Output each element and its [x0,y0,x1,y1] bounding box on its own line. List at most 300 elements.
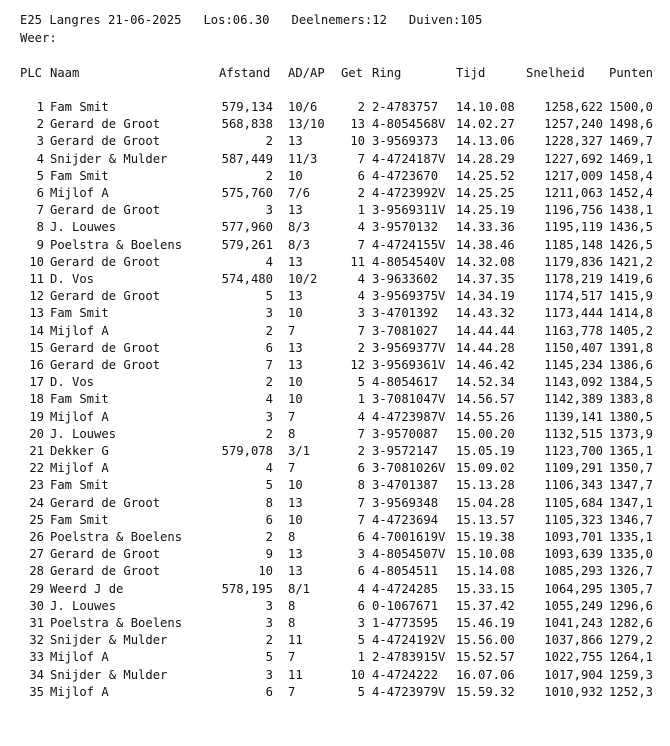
cell-tijd: 14.32.08 [456,254,515,269]
cell-ring: 4-7001619V [372,530,446,544]
cell-tijd: 15.10.08 [456,547,515,562]
cell-get: 7 [357,323,365,338]
cell-adap: 10 [288,478,303,493]
cell-plc: 35 [29,684,44,699]
cell-snelheid: 1178,219 [544,272,603,286]
col-tijd: Tijd [456,66,486,80]
cell-ring: 0-1067671 [372,598,439,613]
cell-snelheid: 1010,932 [544,684,603,699]
cell-get: 2 [357,444,365,458]
cell-adap: 7 [288,650,296,665]
cell-ring: 2-4783915V [372,650,446,665]
cell-afstand: 2 [265,323,273,338]
cell-adap: 3/1 [288,444,311,458]
cell-plc: 33 [29,650,44,665]
table-row [0,357,670,374]
table-row [0,632,670,649]
cell-tijd: 15.33.15 [456,581,515,596]
cell-adap: 8/3 [288,237,311,252]
cell-tijd: 14.43.32 [456,306,515,321]
cell-ring: 4-4724187V [372,151,446,166]
cell-naam: Fam Smit [50,306,109,321]
cell-tijd: 14.28.29 [456,151,515,166]
cell-tijd: 14.52.34 [456,375,515,390]
cell-naam: Weerd J de [50,581,124,596]
cell-naam: D. Vos [50,272,95,286]
cell-snelheid: 1228,327 [544,134,603,149]
cell-punten: 1415,9 [609,289,654,304]
cell-get: 7 [357,512,365,527]
cell-snelheid: 1185,148 [544,237,603,252]
cell-get: 1 [357,650,365,665]
cell-get: 6 [357,530,365,544]
cell-afstand: 2 [265,168,273,183]
cell-adap: 8 [288,530,296,544]
cell-tijd: 15.52.57 [456,650,515,665]
cell-afstand: 2 [265,375,273,390]
cell-plc: 25 [29,512,44,527]
cell-snelheid: 1123,700 [544,444,603,458]
cell-punten: 1469,1 [609,151,654,166]
cell-get: 10 [350,134,365,149]
cell-ring: 4-4724285 [372,581,439,596]
cell-afstand: 578,195 [221,581,273,596]
cell-adap: 13 [288,495,303,510]
cell-ring: 4-4723987V [372,409,446,424]
cell-snelheid: 1150,407 [544,340,603,355]
cell-plc: 7 [36,203,44,218]
cell-tijd: 14.34.19 [456,289,515,304]
cell-ring: 3-9569377V [372,340,446,355]
participants-count: Deelnemers:12 [291,13,387,27]
cell-punten: 1498,6 [609,117,654,132]
cell-afstand: 4 [265,392,273,407]
cell-ring: 4-4724222 [372,667,439,682]
cell-tijd: 15.04.28 [456,495,515,510]
cell-punten: 1391,8 [609,340,654,355]
cell-ring: 4-4723992V [372,186,446,200]
cell-adap: 13 [288,564,303,579]
cell-punten: 1426,5 [609,237,654,252]
cell-afstand: 579,261 [221,237,273,252]
cell-punten: 1458,4 [609,168,654,183]
cell-adap: 10/2 [288,272,318,286]
cell-get: 5 [357,375,365,390]
cell-naam: Gerard de Groot [50,358,161,372]
cell-adap: 7 [288,409,296,424]
cell-snelheid: 1037,866 [544,633,603,648]
table-row [0,237,670,254]
cell-plc: 32 [29,633,44,648]
cell-ring: 4-4724155V [372,237,446,252]
table-row [0,667,670,684]
cell-ring: 3-9569348 [372,495,439,510]
cell-ring: 3-9572147 [372,444,439,458]
weather-line: Weer: [20,31,57,45]
cell-tijd: 14.25.25 [456,186,515,200]
cell-afstand: 6 [265,512,273,527]
cell-ring: 3-9569311V [372,203,446,218]
pigeons-count: Duiven:105 [408,13,483,27]
cell-tijd: 14.25.19 [456,203,515,218]
cell-ring: 4-4724192V [372,633,446,648]
table-row [0,460,670,477]
cell-punten: 1384,5 [609,375,654,390]
cell-afstand: 2 [265,134,273,149]
table-row [0,495,670,512]
cell-get: 6 [357,168,365,183]
cell-snelheid: 1055,249 [544,598,603,613]
race-code: E25 [20,13,43,27]
cell-adap: 10 [288,168,303,183]
cell-get: 4 [357,289,365,304]
cell-afstand: 6 [265,340,273,355]
table-row [0,443,670,460]
cell-get: 5 [357,684,365,699]
table-row [0,305,670,322]
cell-snelheid: 1143,092 [544,375,603,390]
table-row [0,391,670,408]
table-row [0,512,670,529]
table-row [0,598,670,615]
table-row [0,151,670,168]
cell-plc: 14 [29,323,44,338]
table-row [0,649,670,666]
cell-get: 13 [350,117,365,132]
cell-plc: 16 [29,358,44,372]
cell-plc: 26 [29,530,44,544]
cell-tijd: 15.14.08 [456,564,515,579]
cell-adap: 8/1 [288,581,311,596]
cell-plc: 23 [29,478,44,493]
cell-tijd: 15.56.00 [456,633,515,648]
cell-get: 10 [350,667,365,682]
cell-get: 8 [357,478,365,493]
cell-snelheid: 1258,622 [544,100,603,114]
cell-ring: 3-9570087 [372,426,439,441]
cell-tijd: 15.37.42 [456,598,515,613]
cell-afstand: 574,480 [221,272,273,286]
cell-snelheid: 1132,515 [544,426,603,441]
cell-get: 2 [357,100,365,114]
cell-plc: 28 [29,564,44,579]
cell-snelheid: 1106,343 [544,478,603,493]
cell-punten: 1386,6 [609,358,654,372]
cell-adap: 13 [288,358,303,372]
cell-ring: 3-9570132 [372,220,439,235]
cell-tijd: 14.02.27 [456,117,515,132]
cell-plc: 24 [29,495,44,510]
cell-naam: J. Louwes [50,220,117,235]
cell-get: 7 [357,237,365,252]
cell-naam: Gerard de Groot [50,134,161,149]
cell-ring: 3-7081026V [372,461,446,476]
cell-naam: Gerard de Groot [50,547,161,562]
cell-get: 6 [357,461,365,476]
col-naam: Naam [50,66,80,80]
cell-naam: D. Vos [50,375,95,390]
cell-naam: Gerard de Groot [50,340,161,355]
cell-adap: 11 [288,633,303,648]
cell-plc: 9 [36,237,44,252]
cell-naam: Poelstra & Boelens [50,530,183,544]
cell-punten: 1436,5 [609,220,654,235]
table-row [0,271,670,288]
cell-adap: 13 [288,289,303,304]
cell-naam: Snijder & Mulder [50,667,168,682]
cell-get: 6 [357,598,365,613]
cell-naam: Gerard de Groot [50,117,161,132]
cell-afstand: 3 [265,616,273,630]
cell-punten: 1335,1 [609,530,654,544]
race-location-date: Langres 21-06-2025 [49,13,182,27]
cell-snelheid: 1142,389 [544,392,603,407]
cell-naam: Fam Smit [50,392,109,407]
col-plc: PLC [20,66,43,80]
cell-plc: 17 [29,375,44,390]
cell-punten: 1438,1 [609,203,654,218]
table-row [0,185,670,202]
cell-tijd: 14.46.42 [456,358,515,372]
cell-afstand: 5 [265,650,273,665]
cell-tijd: 14.44.44 [456,323,515,338]
cell-punten: 1373,9 [609,426,654,441]
table-row [0,546,670,563]
cell-naam: Fam Smit [50,168,109,183]
cell-tijd: 15.46.19 [456,616,515,630]
cell-plc: 12 [29,289,44,304]
cell-snelheid: 1211,063 [544,186,603,200]
cell-plc: 2 [36,117,44,132]
cell-naam: Mijlof A [50,409,109,424]
cell-adap: 13 [288,134,303,149]
cell-snelheid: 1105,323 [544,512,603,527]
cell-adap: 10 [288,375,303,390]
cell-snelheid: 1257,240 [544,117,603,132]
cell-adap: 10 [288,392,303,407]
cell-afstand: 6 [265,684,273,699]
cell-snelheid: 1064,295 [544,581,603,596]
cell-naam: Gerard de Groot [50,289,161,304]
cell-afstand: 3 [265,306,273,321]
cell-ring: 4-8054540V [372,254,446,269]
cell-afstand: 7 [265,358,273,372]
cell-punten: 1421,2 [609,254,654,269]
col-punten: Punten [609,66,654,80]
cell-adap: 7 [288,323,296,338]
cell-plc: 11 [29,272,44,286]
cell-tijd: 14.55.26 [456,409,515,424]
cell-snelheid: 1017,904 [544,667,603,682]
cell-punten: 1264,1 [609,650,654,665]
cell-tijd: 14.13.06 [456,134,515,149]
cell-ring: 2-4783757 [372,100,439,114]
col-get: Get [341,66,364,80]
cell-punten: 1305,7 [609,581,654,596]
table-row [0,409,670,426]
cell-afstand: 3 [265,203,273,218]
column-header-row [0,65,670,82]
cell-naam: Mijlof A [50,650,109,665]
cell-get: 5 [357,633,365,648]
cell-afstand: 5 [265,289,273,304]
cell-punten: 1500,0 [609,100,654,114]
cell-afstand: 3 [265,667,273,682]
cell-punten: 1296,6 [609,598,654,613]
cell-punten: 1347,1 [609,495,654,510]
cell-ring: 4-4723670 [372,168,439,183]
cell-naam: Gerard de Groot [50,564,161,579]
cell-plc: 3 [36,134,44,149]
cell-plc: 1 [36,100,44,114]
cell-get: 3 [357,616,365,630]
cell-get: 7 [357,426,365,441]
cell-adap: 7 [288,684,296,699]
cell-punten: 1452,4 [609,186,654,200]
cell-get: 1 [357,392,365,407]
cell-tijd: 14.38.46 [456,237,515,252]
cell-punten: 1405,2 [609,323,654,338]
cell-tijd: 15.19.38 [456,530,515,544]
cell-naam: Dekker G [50,444,109,458]
table-row [0,426,670,443]
cell-snelheid: 1179,836 [544,254,603,269]
cell-snelheid: 1109,291 [544,461,603,476]
cell-get: 4 [357,220,365,235]
cell-tijd: 14.10.08 [456,100,515,114]
cell-naam: Mijlof A [50,323,109,338]
cell-plc: 10 [29,254,44,269]
cell-get: 7 [357,495,365,510]
cell-afstand: 579,134 [221,100,273,114]
col-snelheid: Snelheid [526,66,585,80]
cell-ring: 3-4701387 [372,478,439,493]
cell-plc: 15 [29,340,44,355]
cell-adap: 7 [288,461,296,476]
cell-naam: Mijlof A [50,684,109,699]
cell-ring: 3-9569361V [372,358,446,372]
cell-ring: 1-4773595 [372,616,439,630]
table-row [0,477,670,494]
cell-tijd: 15.00.20 [456,426,515,441]
cell-afstand: 579,078 [221,444,273,458]
cell-naam: Gerard de Groot [50,254,161,269]
table-row [0,254,670,271]
cell-adap: 13/10 [288,117,325,132]
cell-snelheid: 1145,234 [544,358,603,372]
cell-tijd: 15.59.32 [456,684,515,699]
cell-afstand: 9 [265,547,273,562]
cell-naam: Mijlof A [50,186,109,200]
cell-plc: 34 [29,667,44,682]
cell-ring: 3-4701392 [372,306,439,321]
cell-naam: Fam Smit [50,478,109,493]
cell-adap: 8/3 [288,220,311,235]
cell-adap: 13 [288,203,303,218]
race-header [20,13,482,27]
cell-adap: 10/6 [288,100,318,114]
cell-ring: 4-4723694 [372,512,439,527]
cell-adap: 13 [288,547,303,562]
cell-naam: Gerard de Groot [50,495,161,510]
table-row [0,288,670,305]
cell-punten: 1252,3 [609,684,654,699]
table-row [0,99,670,116]
cell-adap: 8 [288,598,296,613]
cell-afstand: 4 [265,461,273,476]
release-time: Los:06.30 [203,13,270,27]
cell-punten: 1350,7 [609,461,654,476]
cell-ring: 3-9569373 [372,134,439,149]
cell-afstand: 2 [265,633,273,648]
cell-plc: 31 [29,616,44,630]
cell-punten: 1282,6 [609,616,654,630]
cell-punten: 1365,1 [609,444,654,458]
cell-afstand: 3 [265,598,273,613]
cell-punten: 1259,3 [609,667,654,682]
table-row [0,581,670,598]
cell-punten: 1414,8 [609,306,654,321]
cell-get: 3 [357,306,365,321]
cell-snelheid: 1093,701 [544,530,603,544]
cell-punten: 1383,8 [609,392,654,407]
cell-afstand: 5 [265,478,273,493]
cell-afstand: 2 [265,426,273,441]
cell-snelheid: 1163,778 [544,323,603,338]
cell-get: 4 [357,409,365,424]
cell-plc: 20 [29,426,44,441]
table-row [0,219,670,236]
cell-snelheid: 1173,444 [544,306,603,321]
cell-snelheid: 1105,684 [544,495,603,510]
cell-afstand: 577,960 [221,220,273,235]
cell-tijd: 15.13.57 [456,512,515,527]
cell-tijd: 15.09.02 [456,461,515,476]
cell-naam: Snijder & Mulder [50,633,168,648]
cell-snelheid: 1196,756 [544,203,603,218]
cell-get: 6 [357,564,365,579]
table-row [0,374,670,391]
cell-ring: 3-7081047V [372,392,446,407]
cell-punten: 1279,2 [609,633,654,648]
table-row [0,323,670,340]
cell-tijd: 14.37.35 [456,272,515,286]
table-row [0,116,670,133]
cell-afstand: 575,760 [221,186,273,200]
table-row [0,340,670,357]
cell-plc: 21 [29,444,44,458]
cell-snelheid: 1093,639 [544,547,603,562]
cell-plc: 13 [29,306,44,321]
cell-afstand: 568,838 [221,117,273,132]
cell-punten: 1380,5 [609,409,654,424]
cell-punten: 1326,7 [609,564,654,579]
cell-ring: 4-8054617 [372,375,439,390]
cell-snelheid: 1227,692 [544,151,603,166]
cell-plc: 5 [36,168,44,183]
table-row [0,615,670,632]
cell-adap: 8 [288,426,296,441]
cell-tijd: 14.33.36 [456,220,515,235]
cell-adap: 8 [288,616,296,630]
cell-punten: 1347,7 [609,478,654,493]
cell-get: 3 [357,547,365,562]
cell-afstand: 10 [258,564,273,579]
cell-adap: 7/6 [288,186,311,200]
cell-adap: 13 [288,254,303,269]
table-row [0,168,670,185]
cell-get: 1 [357,203,365,218]
